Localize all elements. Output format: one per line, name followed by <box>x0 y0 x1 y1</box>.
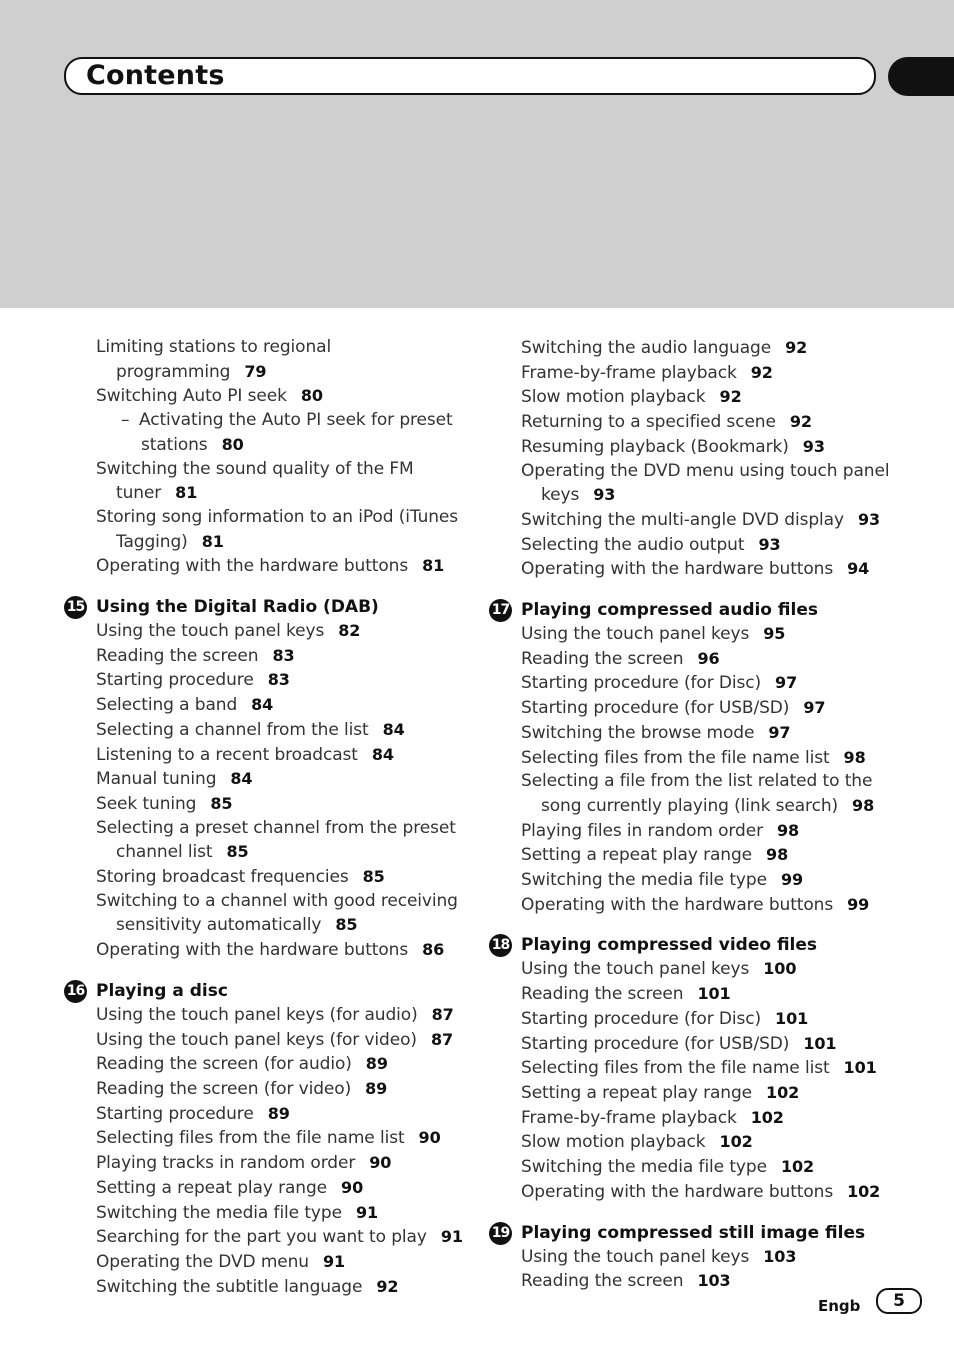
section-number-badge: 15 <box>64 596 87 619</box>
toc-entry-page-number: 89 <box>365 1054 388 1074</box>
toc-entry-text: Selecting a preset channel from the preset channel list <box>96 817 456 863</box>
toc-entry-page-number: 93 <box>857 509 881 529</box>
toc-entry-page-number: 97 <box>768 722 791 742</box>
toc-entry-text: Switching to a channel with good receiving sensitivity automatically <box>96 890 458 936</box>
toc-entry-page-number: 101 <box>775 1008 809 1028</box>
toc-entry-page-number: 93 <box>758 534 781 554</box>
toc-entry[interactable] <box>521 336 909 361</box>
toc-entry-text: Setting a repeat play range <box>521 1082 753 1103</box>
toc-entry[interactable] <box>96 1151 464 1176</box>
toc-entry[interactable] <box>521 843 909 868</box>
toc-entry-page-number: 102 <box>750 1107 784 1127</box>
toc-entry-page-number: 102 <box>719 1132 753 1152</box>
section-title: Playing compressed still image files <box>521 1222 866 1243</box>
toc-entry-text: Starting procedure (for Disc) <box>521 673 762 694</box>
toc-entry[interactable] <box>96 554 464 579</box>
toc-entry-text: Selecting a band <box>96 695 238 716</box>
toc-entry-text: Operating with the hardware buttons <box>521 1181 834 1202</box>
toc-entry[interactable] <box>521 361 909 386</box>
toc-entry-text: Switching the browse mode <box>521 722 755 743</box>
toc-right-column <box>489 336 909 1294</box>
toc-entry[interactable] <box>521 1106 909 1131</box>
toc-entry-page-number: 85 <box>226 842 249 862</box>
toc-entry-page-number: 95 <box>763 624 786 644</box>
toc-entry-text: Manual tuning <box>96 769 217 790</box>
toc-entry-text: Slow motion playback <box>521 1132 706 1153</box>
toc-entry-text: Returning to a specified scene <box>521 412 776 433</box>
toc-entry[interactable] <box>96 1102 464 1127</box>
toc-entry-text: Starting procedure (for USB/SD) <box>521 1033 790 1054</box>
toc-entry[interactable] <box>521 982 909 1007</box>
toc-entry-page-number: 80 <box>300 386 323 406</box>
toc-entry[interactable] <box>521 1130 909 1155</box>
toc-entry[interactable] <box>96 1275 464 1300</box>
toc-entry-page-number: 94 <box>847 559 870 579</box>
toc-entry-page-number: 98 <box>766 845 789 865</box>
toc-entry[interactable] <box>521 410 909 435</box>
toc-entry[interactable] <box>521 671 909 696</box>
toc-entry[interactable] <box>521 1245 909 1270</box>
toc-entry[interactable] <box>521 622 909 647</box>
toc-entry-text: Listening to a recent broadcast <box>96 744 358 765</box>
toc-section-heading[interactable] <box>66 595 464 619</box>
toc-entry-page-number: 86 <box>422 940 445 960</box>
footer-page-number: 5 <box>876 1288 922 1314</box>
toc-section <box>489 1221 909 1294</box>
toc-entry-text: Setting a repeat play range <box>96 1177 328 1198</box>
toc-section <box>489 598 909 917</box>
toc-entry[interactable] <box>521 957 909 982</box>
toc-entry[interactable] <box>96 865 464 890</box>
toc-entry-page-number: 103 <box>763 1246 797 1266</box>
toc-entry[interactable] <box>521 819 909 844</box>
toc-entry[interactable] <box>521 746 909 771</box>
toc-entry[interactable] <box>96 506 464 554</box>
footer-language-code: Engb <box>818 1297 861 1315</box>
toc-entry-text: Selecting a channel from the list <box>96 719 369 740</box>
toc-entry-text: Resuming playback (Bookmark) <box>521 436 789 457</box>
toc-entry-text: Starting procedure <box>96 1103 254 1124</box>
toc-entry-page-number: 99 <box>847 894 870 914</box>
toc-entry[interactable] <box>96 718 464 743</box>
toc-entry-page-number: 83 <box>272 645 295 665</box>
toc-section-heading[interactable] <box>491 933 909 957</box>
toc-entry-page-number: 98 <box>776 820 800 840</box>
toc-entry-page-number: 99 <box>780 870 804 890</box>
toc-entry-page-number: 101 <box>843 1058 877 1078</box>
toc-entry-page-number: 84 <box>230 769 253 789</box>
toc-entry-text: Operating with the hardware buttons <box>96 940 409 961</box>
toc-entry-text: Operating the DVD menu <box>96 1251 309 1272</box>
toc-entry-page-number: 92 <box>376 1276 399 1296</box>
toc-entry[interactable] <box>521 557 909 582</box>
toc-entry-text: Switching the multi-angle DVD display <box>521 509 844 530</box>
toc-entry-page-number: 79 <box>244 361 267 381</box>
toc-entry-page-number: 98 <box>852 795 875 815</box>
toc-section <box>64 979 464 1299</box>
toc-entry-text: Reading the screen (for audio) <box>96 1054 352 1075</box>
toc-entry-text: Starting procedure <box>96 670 254 691</box>
toc-entry-page-number: 83 <box>267 670 290 690</box>
toc-entry[interactable] <box>521 508 909 533</box>
toc-entry-page-number: 85 <box>362 867 385 887</box>
toc-entry[interactable] <box>521 1269 909 1294</box>
toc-entry-text: Setting a repeat play range <box>521 845 753 866</box>
toc-entry[interactable] <box>521 1007 909 1032</box>
toc-entry[interactable] <box>521 533 909 558</box>
toc-section <box>64 595 464 963</box>
toc-entry-page-number: 89 <box>267 1103 290 1123</box>
toc-entry-text: Using the touch panel keys <box>521 959 750 980</box>
toc-entry[interactable] <box>96 743 464 768</box>
toc-entry[interactable] <box>96 1176 464 1201</box>
toc-entry-page-number: 81 <box>175 483 198 503</box>
toc-entry-page-number: 100 <box>763 959 797 979</box>
toc-entry-text: Frame-by-frame playback <box>521 362 737 383</box>
toc-entry-page-number: 87 <box>430 1029 454 1049</box>
toc-entry[interactable] <box>521 893 909 918</box>
toc-entry[interactable] <box>96 767 464 792</box>
toc-entry[interactable] <box>96 693 464 718</box>
toc-entry-text: Switching the subtitle language <box>96 1276 363 1297</box>
toc-entry-text: Storing song information to an iPod (iTunes Tagging) <box>96 506 459 552</box>
header-band <box>0 0 954 308</box>
toc-entry-text: Selecting files from the file name list <box>521 747 830 768</box>
toc-entry-page-number: 92 <box>785 338 808 357</box>
toc-entry[interactable] <box>521 1180 909 1205</box>
section-title: Playing compressed video files <box>521 935 818 956</box>
toc-entry-text: Reading the screen <box>521 1271 684 1292</box>
toc-entry-text: Operating the DVD menu using touch panel keys <box>521 460 890 506</box>
section-title: Playing compressed audio files <box>521 600 818 621</box>
toc-entry-text: Operating with the hardware buttons <box>521 894 834 915</box>
toc-entry-page-number: 93 <box>593 485 616 505</box>
toc-entry[interactable] <box>521 696 909 721</box>
toc-entry-text: Reading the screen <box>96 645 259 666</box>
toc-entry[interactable] <box>521 1032 909 1057</box>
toc-entry-page-number: 92 <box>789 412 812 432</box>
toc-entry-page-number: 93 <box>802 436 825 456</box>
toc-section-heading[interactable] <box>491 1221 909 1245</box>
toc-entry-text: Selecting a file from the list related to the song currently playing (link search) <box>521 771 873 816</box>
toc-entry-text: Storing broadcast frequencies <box>96 867 349 888</box>
toc-entry-page-number: 82 <box>338 621 361 641</box>
toc-entry[interactable] <box>96 1225 464 1250</box>
toc-entry-page-number: 97 <box>775 673 798 693</box>
toc-entry[interactable] <box>96 1201 464 1226</box>
toc-entry-page-number: 101 <box>803 1033 837 1053</box>
toc-entry[interactable] <box>96 1028 464 1053</box>
toc-entry-text: Using the touch panel keys (for video) <box>96 1029 417 1050</box>
toc-entry-page-number: 91 <box>322 1251 346 1271</box>
toc-entry-page-number: 81 <box>201 531 224 551</box>
toc-entry-text: Using the touch panel keys <box>96 621 325 642</box>
toc-entry-text: Selecting the audio output <box>521 534 745 555</box>
toc-section <box>489 933 909 1204</box>
toc-entry[interactable] <box>96 668 464 693</box>
toc-entry-text: Limiting stations to regional programming <box>96 337 332 382</box>
title-frame <box>64 57 876 95</box>
sub-entry-dash: – <box>121 410 130 431</box>
toc-entry-page-number: 92 <box>750 362 773 382</box>
toc-entry[interactable] <box>521 1081 909 1106</box>
toc-entry-page-number: 103 <box>697 1271 731 1291</box>
section-number-badge: 18 <box>489 934 512 957</box>
toc-entry-text: Activating the Auto PI seek for preset stations <box>139 410 453 455</box>
toc-entry-page-number: 91 <box>355 1202 379 1222</box>
toc-entry-text: Reading the screen <box>521 648 684 669</box>
toc-entry-text: Switching Auto PI seek <box>96 386 287 407</box>
toc-entry-page-number: 92 <box>719 387 742 407</box>
toc-entry-text: Switching the media file type <box>521 1157 767 1178</box>
toc-entry[interactable] <box>96 644 464 669</box>
toc-entry-text: Switching the sound quality of the FM tuner <box>96 458 414 504</box>
toc-entry-text: Starting procedure (for Disc) <box>521 1008 762 1029</box>
toc-entry[interactable] <box>96 1126 464 1151</box>
toc-entry[interactable] <box>96 792 464 817</box>
toc-entry[interactable] <box>521 868 909 893</box>
toc-entry-page-number: 101 <box>697 984 731 1004</box>
section-title: Playing a disc <box>96 980 228 1001</box>
toc-entry-text: Playing tracks in random order <box>96 1153 356 1174</box>
toc-sub-entry[interactable] <box>121 409 464 457</box>
toc-entry-text: Operating with the hardware buttons <box>96 556 409 577</box>
toc-entry-page-number: 98 <box>843 747 866 767</box>
toc-entry-text: Reading the screen (for video) <box>96 1078 352 1099</box>
toc-entry[interactable] <box>96 1003 464 1028</box>
toc-entry-page-number: 97 <box>803 698 826 718</box>
toc-entry-page-number: 90 <box>418 1128 441 1148</box>
toc-entry-text: Switching the media file type <box>521 870 767 891</box>
toc-entry-page-number: 85 <box>210 793 233 813</box>
toc-entry[interactable] <box>521 721 909 746</box>
toc-entry-text: Reading the screen <box>521 984 684 1005</box>
section-number-badge: 19 <box>489 1222 512 1245</box>
toc-section-heading[interactable] <box>66 979 464 1003</box>
page-title: Contents <box>86 60 225 91</box>
toc-entry[interactable] <box>521 1155 909 1180</box>
toc-entry[interactable] <box>96 1250 464 1275</box>
toc-entry[interactable] <box>96 1052 464 1077</box>
toc-entry[interactable] <box>96 938 464 963</box>
toc-entry-page-number: 84 <box>251 695 274 715</box>
toc-entry-text: Playing files in random order <box>521 820 763 841</box>
section-number-badge: 17 <box>489 599 512 622</box>
toc-entry-text: Frame-by-frame playback <box>521 1107 737 1128</box>
toc-entry-text: Using the touch panel keys (for audio) <box>96 1004 418 1025</box>
toc-section-heading[interactable] <box>491 598 909 622</box>
toc-entry-text: Searching for the part you want to play <box>96 1227 427 1248</box>
toc-entry-page-number: 81 <box>422 556 445 576</box>
toc-entry-text: Selecting files from the file name list <box>96 1128 405 1149</box>
toc-entry-page-number: 85 <box>335 915 358 935</box>
toc-entry[interactable] <box>96 890 464 938</box>
toc-entry-text: Operating with the hardware buttons <box>521 559 834 580</box>
toc-entry-page-number: 80 <box>221 434 244 454</box>
toc-entry[interactable] <box>521 385 909 410</box>
toc-entry-text: Switching the audio language <box>521 338 772 358</box>
toc-entry-text: Using the touch panel keys <box>521 1246 750 1267</box>
toc-entry-text: Switching the media file type <box>96 1202 342 1223</box>
toc-entry-page-number: 90 <box>341 1177 364 1197</box>
toc-entry[interactable] <box>96 458 464 506</box>
toc-entry-page-number: 84 <box>371 744 394 764</box>
toc-entry-page-number: 102 <box>847 1181 881 1201</box>
toc-entry[interactable] <box>521 435 909 460</box>
toc-entry-page-number: 102 <box>766 1082 800 1102</box>
toc-entry[interactable] <box>521 1056 909 1081</box>
toc-entry-page-number: 91 <box>440 1227 463 1247</box>
section-title: Using the Digital Radio (DAB) <box>96 597 379 618</box>
toc-entry-text: Using the touch panel keys <box>521 624 750 645</box>
section-number-badge: 16 <box>64 980 87 1003</box>
toc-entry[interactable] <box>521 460 909 508</box>
toc-entry[interactable] <box>521 770 909 818</box>
toc-entry-page-number: 96 <box>697 648 720 668</box>
toc-entry-page-number: 102 <box>780 1157 815 1177</box>
toc-entry-text: Starting procedure (for USB/SD) <box>521 698 790 719</box>
toc-entry-text: Selecting files from the file name list <box>521 1058 830 1079</box>
toc-entry-page-number: 87 <box>431 1004 454 1024</box>
toc-entry[interactable] <box>96 817 464 865</box>
section-tab-marker <box>888 57 954 96</box>
toc-entry-text: Seek tuning <box>96 793 197 814</box>
toc-entry[interactable] <box>96 619 464 644</box>
toc-entry[interactable] <box>521 647 909 672</box>
toc-entry[interactable] <box>96 384 464 409</box>
toc-entry-page-number: 89 <box>365 1078 388 1098</box>
toc-entry-page-number: 90 <box>369 1153 392 1173</box>
toc-entry[interactable] <box>96 1077 464 1102</box>
toc-entry[interactable] <box>96 336 464 384</box>
toc-entry-text: Slow motion playback <box>521 387 706 408</box>
toc-entry-page-number: 84 <box>382 719 405 739</box>
toc-left-column <box>64 336 464 1299</box>
